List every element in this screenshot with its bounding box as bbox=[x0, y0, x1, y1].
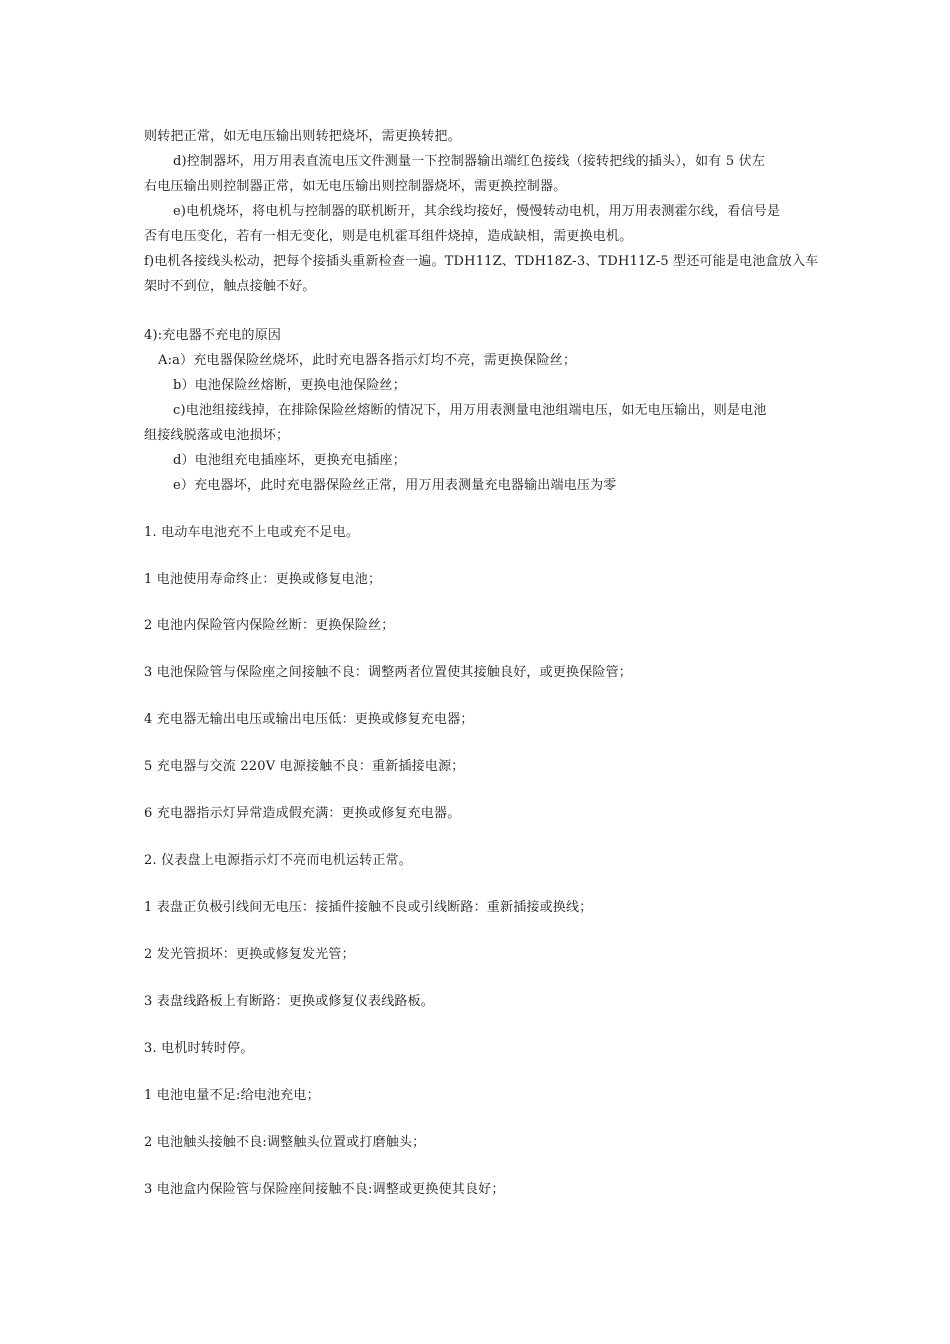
heading-1-item-2: 2 电池内保险管内保险丝断：更换保险丝； bbox=[144, 618, 395, 633]
item-e-line2: 否有电压变化，若有一相无变化，则是电机霍耳组件烧掉，造成缺相，需更换电机。 bbox=[144, 229, 633, 244]
heading-2: 2. 仪表盘上电源指示灯不亮而电机运转正常。 bbox=[144, 853, 412, 868]
section-4-item-a: A:a）充电器保险丝烧坏，此时充电器各指示灯均不亮，需更换保险丝； bbox=[158, 353, 577, 368]
item-d-line1: d)控制器坏，用万用表直流电压文件测量一下控制器输出端红色接线（接转把线的插头），如有 5 伏左 bbox=[173, 154, 766, 169]
heading-1-item-1: 1 电池使用寿命终止：更换或修复电池； bbox=[144, 572, 382, 587]
item-d-line2: 右电压输出则控制器正常，如无电压输出则控制器烧坏，需更换控制器。 bbox=[144, 179, 567, 194]
section-4-item-c-line1: c)电池组接线掉，在排除保险丝熔断的情况下，用万用表测量电池组端电压，如无电压输出，则是电池 bbox=[173, 403, 767, 418]
item-f-line2: 架时不到位，触点接触不好。 bbox=[144, 279, 316, 294]
section-4-item-d: d）电池组充电插座坏，更换充电插座； bbox=[173, 453, 406, 468]
section-4-title: 4):充电器不充电的原因 bbox=[144, 328, 282, 343]
heading-2-item-1: 1 表盘正负极引线间无电压：接插件接触不良或引线断路：重新插接或换线； bbox=[144, 900, 593, 915]
heading-1-item-6: 6 充电器指示灯异常造成假充满：更换或修复充电器。 bbox=[144, 806, 461, 821]
heading-2-item-2: 2 发光管损坏：更换或修复发光管； bbox=[144, 947, 355, 962]
heading-3: 3. 电机时转时停。 bbox=[144, 1041, 254, 1056]
section-4-item-e: e）充电器坏，此时充电器保险丝正常，用万用表测量充电器输出端电压为零 bbox=[173, 478, 617, 493]
heading-1-item-4: 4 充电器无输出电压或输出电压低：更换或修复充电器； bbox=[144, 712, 474, 727]
paragraph-continuation: 则转把正常，如无电压输出则转把烧坏，需更换转把。 bbox=[144, 129, 461, 144]
heading-3-item-2: 2 电池触头接触不良:调整触头位置或打磨触头； bbox=[144, 1135, 426, 1150]
heading-2-item-3: 3 表盘线路板上有断路：更换或修复仪表线路板。 bbox=[144, 994, 435, 1009]
item-f-line1: f)电机各接线头松动，把每个接插头重新检查一遍。TDH11Z、TDH18Z-3、TDH11Z-5 型还可能是电池盒放入车 bbox=[144, 254, 819, 269]
heading-1: 1. 电动车电池充不上电或充不足电。 bbox=[144, 525, 360, 540]
heading-3-item-1: 1 电池电量不足:给电池充电； bbox=[144, 1088, 320, 1103]
item-e-line1: e)电机烧坏，将电机与控制器的联机断开，其余线均接好，慢慢转动电机，用万用表测霍尔线，看信号是 bbox=[173, 204, 781, 219]
heading-3-item-3: 3 电池盒内保险管与保险座间接触不良:调整或更换使其良好； bbox=[144, 1182, 505, 1197]
heading-1-item-5: 5 充电器与交流 220V 电源接触不良：重新插接电源； bbox=[144, 759, 465, 774]
heading-1-item-3: 3 电池保险管与保险座之间接触不良：调整两者位置使其接触良好，或更换保险管； bbox=[144, 665, 633, 680]
section-4-item-b: b）电池保险丝熔断，更换电池保险丝； bbox=[173, 378, 406, 393]
section-4-item-c-line2: 组接线脱落或电池损坏； bbox=[144, 428, 290, 443]
